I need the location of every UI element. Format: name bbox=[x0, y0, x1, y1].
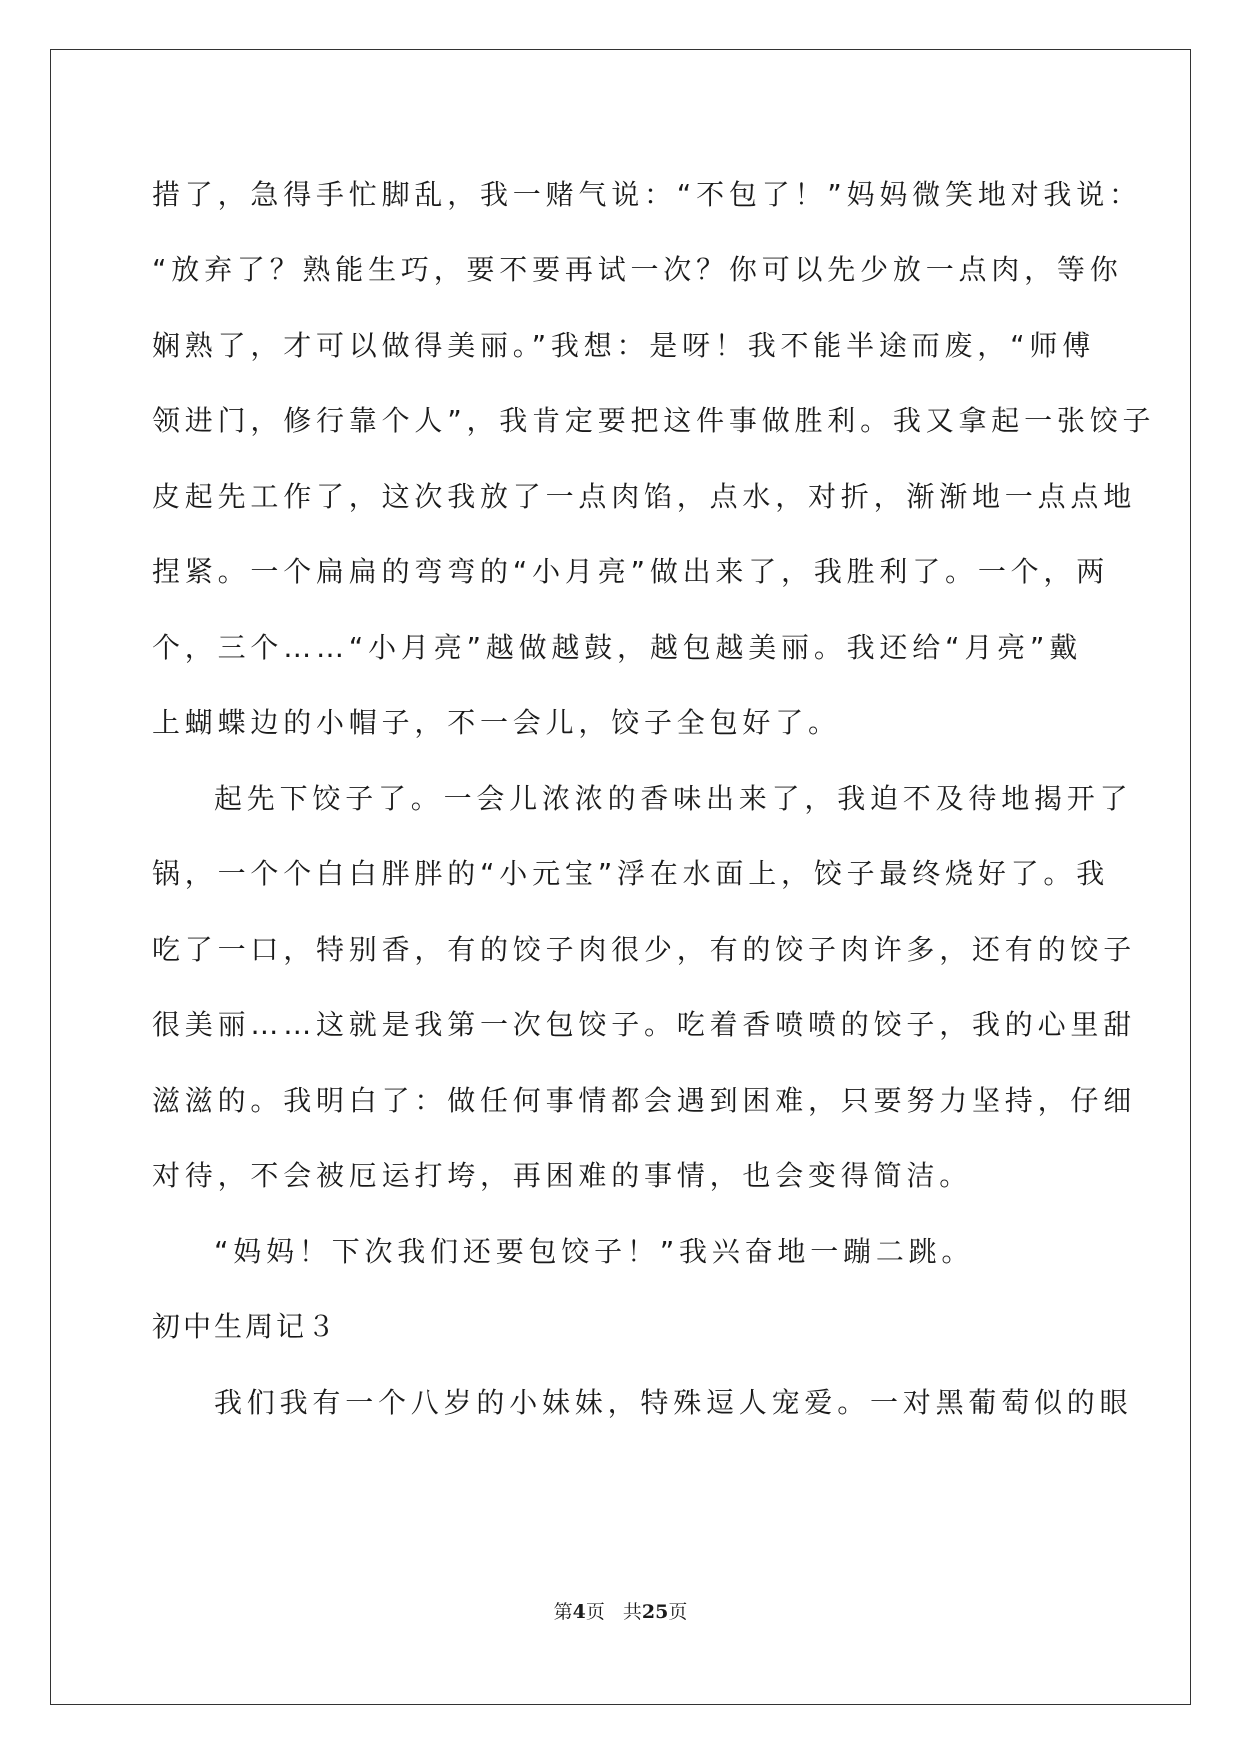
footer-page-prefix: 第 bbox=[553, 1601, 573, 1623]
section-heading: 初中生周记３ bbox=[152, 1310, 339, 1343]
text-line: 很美丽……这就是我第一次包饺子。吃着香喷喷的饺子，我的心里甜 bbox=[152, 1008, 1137, 1041]
text-line: 娴熟了，才可以做得美丽。”我想：是呀！我不能半途而废，“师傅 bbox=[152, 329, 1096, 362]
text-line: 领进门，修行靠个人”，我肯定要把这件事做胜利。我又拿起一张饺子 bbox=[152, 404, 1156, 437]
text-line: 皮起先工作了，这次我放了一点肉馅，点水，对折，渐渐地一点点地 bbox=[152, 480, 1137, 513]
text-line: 个，三个……“小月亮”越做越鼓，越包越美丽。我还给“月亮”戴 bbox=[152, 631, 1083, 664]
text-line: 捏紧。一个扁扁的弯弯的“小月亮”做出来了，我胜利了。一个，两 bbox=[152, 555, 1110, 588]
paragraph-first-line: “妈妈！下次我们还要包饺子！”我兴奋地一蹦二跳。 bbox=[214, 1235, 975, 1268]
footer-total-pages: 25 bbox=[641, 1601, 669, 1623]
footer-page-number: 4 bbox=[572, 1601, 586, 1623]
paragraph-first-line: 我们我有一个八岁的小妹妹，特殊逗人宠爱。一对黑葡萄似的眼 bbox=[214, 1386, 1133, 1419]
text-line: 措了，急得手忙脚乱，我一赌气说：“不包了！”妈妈微笑地对我说： bbox=[152, 178, 1142, 211]
footer-total-prefix: 共 bbox=[622, 1601, 642, 1623]
text-line: 对待，不会被厄运打垮，再困难的事情，也会变得简洁。 bbox=[152, 1159, 973, 1192]
page-footer bbox=[0, 1600, 1241, 1624]
text-line: 上蝴蝶边的小帽子，不一会儿，饺子全包好了。 bbox=[152, 706, 841, 739]
text-line: 滋滋的。我明白了：做任何事情都会遇到困难，只要努力坚持，仔细 bbox=[152, 1084, 1137, 1117]
footer-page-suffix: 页 bbox=[585, 1601, 605, 1623]
text-line: 锅，一个个白白胖胖的“小元宝”浮在水面上，饺子最终烧好了。我 bbox=[152, 857, 1110, 890]
footer-total-suffix: 页 bbox=[668, 1601, 688, 1623]
text-line: “放弃了？熟能生巧，要不要再试一次？你可以先少放一点肉，等你 bbox=[152, 253, 1123, 286]
paragraph-first-line: 起先下饺子了。一会儿浓浓的香味出来了，我迫不及待地揭开了 bbox=[214, 782, 1133, 815]
text-line: 吃了一口，特别香，有的饺子肉很少，有的饺子肉许多，还有的饺子 bbox=[152, 933, 1137, 966]
